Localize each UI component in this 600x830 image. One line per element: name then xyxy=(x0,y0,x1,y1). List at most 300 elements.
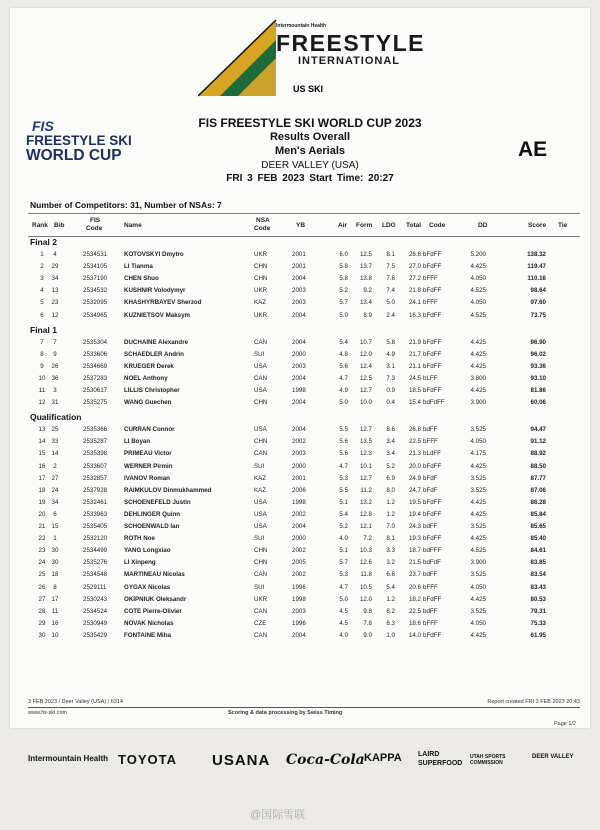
freestyle-international-logo xyxy=(198,18,428,106)
nsa-code: CAN xyxy=(254,450,268,458)
fis-code: 2535405 xyxy=(83,523,108,530)
air-score: 4.7 xyxy=(339,374,348,382)
fis-code: 2534524 xyxy=(83,607,108,615)
table-row xyxy=(28,284,580,296)
air-score: 5.8 xyxy=(339,263,348,271)
form-score: 12.6 xyxy=(359,559,372,567)
degree-of-difficulty: 4.425 xyxy=(470,498,486,506)
fis-code: 2534531 xyxy=(83,251,108,258)
total-score: 19.3 xyxy=(408,535,421,543)
bib: 3 xyxy=(53,387,57,394)
form-score: 13.8 xyxy=(359,275,372,283)
nsa-code: SUI xyxy=(254,462,265,470)
air-score: 4.9 xyxy=(339,387,348,394)
degree-of-difficulty: 3.525 xyxy=(470,426,486,434)
col-bib: Bib xyxy=(54,222,65,229)
bib: 8 xyxy=(53,583,57,591)
col-code: Code xyxy=(429,222,446,229)
final-score: 110.16 xyxy=(527,275,546,283)
jump-code: bFdFF xyxy=(423,535,442,543)
col-score: Score xyxy=(528,222,547,229)
landing-score: 3.1 xyxy=(386,362,395,370)
nsa-code: CAN xyxy=(254,607,268,615)
table-row xyxy=(28,435,580,447)
form-score: 12.1 xyxy=(359,523,372,530)
rank: 18 xyxy=(38,486,46,494)
nsa-code: UKR xyxy=(254,287,268,295)
bib: 13 xyxy=(51,287,59,295)
final-score: 119.47 xyxy=(527,263,546,271)
final-score: 98.64 xyxy=(530,287,546,295)
jump-code: bFFF xyxy=(423,438,438,446)
bib: 12 xyxy=(51,311,59,319)
fis-code: 2537190 xyxy=(83,275,108,283)
birth-year: 2000 xyxy=(292,462,306,470)
final-score: 88.50 xyxy=(530,462,546,470)
jump-code: bFdFF xyxy=(423,251,442,258)
landing-score: 3.3 xyxy=(386,547,395,555)
form-score: 12.5 xyxy=(359,374,372,382)
rank: 15 xyxy=(38,450,46,458)
table-row xyxy=(28,593,580,605)
table-row xyxy=(28,372,580,384)
bib: 34 xyxy=(51,498,59,506)
table-row xyxy=(28,248,580,260)
landing-score: 6.9 xyxy=(386,474,395,482)
degree-of-difficulty: 4.525 xyxy=(470,311,486,319)
final-score: 93.36 xyxy=(530,362,546,370)
rank: 8 xyxy=(40,350,44,358)
jump-code: bdFdF xyxy=(423,559,441,567)
table-row xyxy=(28,617,580,629)
rank: 19 xyxy=(38,498,46,506)
birth-year: 2004 xyxy=(292,338,306,346)
jump-code: bFFF xyxy=(423,619,438,627)
fis-code: 2535398 xyxy=(83,450,108,458)
rank: 13 xyxy=(38,426,46,434)
final-score: 85.65 xyxy=(530,523,546,530)
landing-score: 0.9 xyxy=(386,387,395,394)
col-ldg: LDG xyxy=(382,222,396,229)
form-score: 7.8 xyxy=(363,619,372,627)
degree-of-difficulty: 3.900 xyxy=(470,559,486,567)
table-row xyxy=(28,581,580,593)
bib: 14 xyxy=(51,450,59,458)
final-score: 85.84 xyxy=(530,510,546,518)
total-score: 18.7 xyxy=(408,547,421,555)
degree-of-difficulty: 3.525 xyxy=(470,474,486,482)
birth-year: 2002 xyxy=(292,571,306,579)
final-score: 79.31 xyxy=(530,607,546,615)
landing-score: 8.2 xyxy=(386,607,395,615)
air-score: 4.7 xyxy=(339,462,348,470)
rank: 25 xyxy=(38,571,46,579)
final-score: 93.10 xyxy=(530,374,546,382)
section-title: Final 1 xyxy=(30,324,57,335)
col-air: Air xyxy=(338,222,348,229)
air-score: 5.0 xyxy=(339,399,348,407)
fis-mark: FIS xyxy=(32,118,54,134)
form-score: 10.3 xyxy=(359,547,372,555)
landing-score: 7.6 xyxy=(386,275,395,283)
landing-score: 7.4 xyxy=(386,287,395,295)
bib: 30 xyxy=(51,547,59,555)
birth-year: 1996 xyxy=(292,583,306,591)
fis-code: 2530949 xyxy=(83,619,108,627)
form-score: 12.7 xyxy=(359,474,372,482)
bib: 17 xyxy=(51,595,59,603)
rank: 5 xyxy=(40,299,44,307)
logo-subbrand: INTERNATIONAL xyxy=(298,55,401,67)
total-score: 20.6 xyxy=(408,583,421,591)
landing-score: 7.0 xyxy=(386,523,395,530)
jump-code: bFdFF xyxy=(423,462,442,470)
athlete-name: NOVAK Nicholas xyxy=(124,619,174,627)
air-score: 4.5 xyxy=(339,607,348,615)
landing-score: 7.3 xyxy=(386,374,395,382)
birth-year: 2004 xyxy=(292,426,306,434)
birth-year: 2006 xyxy=(292,486,306,494)
section-title: Final 2 xyxy=(30,237,57,247)
rank: 23 xyxy=(38,547,46,555)
fis-code: 2535275 xyxy=(83,399,108,407)
athlete-name: FONTAINE Miha xyxy=(124,631,171,639)
jump-code: bdFF xyxy=(423,607,438,615)
air-score: 4.8 xyxy=(339,350,348,358)
rank: 6 xyxy=(40,311,44,319)
total-score: 24.3 xyxy=(408,523,421,530)
bib: 23 xyxy=(51,299,59,307)
fis-code: 2534669 xyxy=(83,362,108,370)
sponsor-intermountain: Intermountain Health xyxy=(28,754,109,763)
air-score: 5.0 xyxy=(339,311,348,319)
bib: 25 xyxy=(51,426,59,434)
venue: DEER VALLEY (USA) xyxy=(261,160,359,171)
air-score: 5.1 xyxy=(339,498,348,506)
rank: 7 xyxy=(40,338,44,346)
table-row xyxy=(28,629,580,641)
table-row xyxy=(28,423,580,435)
form-score: 10.7 xyxy=(359,338,372,346)
mountain-triangle-icon xyxy=(198,18,278,98)
athlete-name: ROTH Noe xyxy=(124,535,155,543)
logo-sponsor: Intermountain Health xyxy=(276,23,327,29)
form-score: 12.0 xyxy=(359,595,372,603)
degree-of-difficulty: 3.525 xyxy=(470,607,486,615)
landing-score: 8.1 xyxy=(386,251,395,258)
landing-score: 4.9 xyxy=(386,350,395,358)
total-score: 14.0 xyxy=(408,631,421,639)
table-row xyxy=(28,396,580,408)
total-score: 23.7 xyxy=(408,571,421,579)
bib: 4 xyxy=(53,251,57,258)
jump-code: bdFF xyxy=(423,571,438,579)
air-score: 5.7 xyxy=(339,299,348,307)
rank: 16 xyxy=(38,462,46,470)
landing-score: 3.2 xyxy=(386,559,395,567)
col-tie: Tie xyxy=(558,222,568,229)
bib: 1 xyxy=(53,535,57,543)
final-score: 75.33 xyxy=(530,619,546,627)
total-score: 22.5 xyxy=(408,607,421,615)
bib: 6 xyxy=(53,510,57,518)
nsa-code: USA xyxy=(254,523,267,530)
air-score: 5.6 xyxy=(339,438,348,446)
fis-code: 2534532 xyxy=(83,287,108,295)
rank: 12 xyxy=(38,399,46,407)
col-rank: Rank xyxy=(32,222,48,229)
air-score: 5.3 xyxy=(339,571,348,579)
rank: 2 xyxy=(40,263,44,271)
form-score: 12.5 xyxy=(359,251,372,258)
degree-of-difficulty: 4.050 xyxy=(470,299,486,307)
bib: 18 xyxy=(51,571,59,579)
table-row xyxy=(28,532,580,544)
athlete-name: KHASHYRBAYEV Sherzod xyxy=(124,299,202,307)
final-score: 73.75 xyxy=(530,311,546,319)
air-score: 5.5 xyxy=(339,426,348,434)
rank: 22 xyxy=(38,535,46,543)
page-title: FIS FREESTYLE SKI WORLD CUP 2023 xyxy=(198,116,422,130)
birth-year: 2004 xyxy=(292,275,306,283)
jump-code: bFFF xyxy=(423,299,438,307)
nsa-code: CAN xyxy=(254,631,268,639)
total-score: 21.9 xyxy=(408,338,421,346)
athlete-name: GYGAX Nicolas xyxy=(124,583,171,591)
air-score: 5.2 xyxy=(339,523,348,530)
total-score: 21.8 xyxy=(408,287,421,295)
degree-of-difficulty: 4.050 xyxy=(470,438,486,446)
results-subtitle: Results Overall xyxy=(269,131,351,143)
form-score: 10.5 xyxy=(359,583,372,591)
athlete-name: LI Xinpeng xyxy=(124,559,156,567)
rank: 24 xyxy=(38,559,46,567)
discipline-code: AE xyxy=(518,138,548,161)
degree-of-difficulty: 4.050 xyxy=(470,275,486,283)
degree-of-difficulty: 4.425 xyxy=(470,595,486,603)
total-score: 27.0 xyxy=(408,263,421,271)
athlete-name: LI Boyan xyxy=(124,438,151,446)
form-score: 12.4 xyxy=(359,362,372,370)
table-row xyxy=(28,348,580,360)
total-score: 24.1 xyxy=(408,299,421,307)
landing-score: 3.4 xyxy=(386,450,395,458)
us-ski-mark: US SKI xyxy=(293,84,324,94)
jump-code: bFdFF xyxy=(423,350,442,358)
total-score: 21.5 xyxy=(408,559,421,567)
degree-of-difficulty: 4.425 xyxy=(470,462,486,470)
birth-year: 2004 xyxy=(292,631,306,639)
athlete-name: YANG Longxiao xyxy=(124,547,171,555)
jump-code: bLFF xyxy=(423,374,438,382)
athlete-name: SCHOENEFELD Justin xyxy=(124,498,191,506)
rank: 9 xyxy=(40,362,44,370)
fis-code: 2537928 xyxy=(83,486,108,494)
nsa-code: CAN xyxy=(254,338,268,346)
nsa-code: CHN xyxy=(254,559,268,567)
degree-of-difficulty: 4.425 xyxy=(470,362,486,370)
form-score: 11.2 xyxy=(360,486,372,494)
landing-score: 1.2 xyxy=(386,498,395,506)
air-score: 4.0 xyxy=(339,631,348,639)
total-score: 20.0 xyxy=(408,462,421,470)
total-score: 15.4 xyxy=(408,399,421,407)
website-link[interactable]: www.fis-ski.com xyxy=(28,710,68,716)
bib: 30 xyxy=(51,559,59,567)
form-score: 11.8 xyxy=(360,571,372,579)
birth-year: 2002 xyxy=(292,438,306,446)
final-score: 86.28 xyxy=(530,498,546,506)
degree-of-difficulty: 4.425 xyxy=(470,350,486,358)
col-nsa-code: Code xyxy=(254,225,271,232)
footer-report-created: Report created FRI 3 FEB 2023 20:43 xyxy=(487,699,580,705)
table-row xyxy=(28,460,580,472)
birth-year: 2003 xyxy=(292,450,306,458)
air-score: 5.6 xyxy=(339,450,348,458)
rank: 10 xyxy=(38,374,46,382)
table-row xyxy=(28,472,580,484)
table-row xyxy=(28,309,580,321)
athlete-name: PRIMEAU Victor xyxy=(124,450,172,458)
table-row xyxy=(28,556,580,568)
form-score: 12.7 xyxy=(359,387,372,394)
rank: 21 xyxy=(38,523,46,530)
final-score: 96.02 xyxy=(530,350,546,358)
final-score: 87.77 xyxy=(530,474,546,482)
logo-brand: FREESTYLE xyxy=(276,30,425,56)
degree-of-difficulty: 4.525 xyxy=(470,287,486,295)
air-score: 4.0 xyxy=(339,535,348,543)
nsa-code: CAN xyxy=(254,571,268,579)
jump-code: bFdFF xyxy=(423,510,442,518)
landing-score: 5.0 xyxy=(386,299,395,307)
birth-year: 2001 xyxy=(292,263,306,271)
final-score: 81.86 xyxy=(530,387,546,394)
total-score: 21.3 xyxy=(408,450,421,458)
results-sheet xyxy=(10,8,590,728)
jump-code: bFdF xyxy=(423,486,438,494)
fis-code: 2530617 xyxy=(83,387,108,394)
birth-year: 2002 xyxy=(292,510,306,518)
landing-score: 5.2 xyxy=(386,462,395,470)
degree-of-difficulty: 4.050 xyxy=(470,583,486,591)
degree-of-difficulty: 3.900 xyxy=(470,399,486,407)
table-row xyxy=(28,384,580,396)
form-score: 8.9 xyxy=(363,311,372,319)
final-score: 83.85 xyxy=(530,559,546,567)
sponsor-bar xyxy=(0,740,600,785)
form-score: 13.4 xyxy=(359,299,372,307)
col-yb: YB xyxy=(296,222,306,229)
form-score: 12.3 xyxy=(359,450,372,458)
landing-score: 6.6 xyxy=(386,571,395,579)
jump-code: bFdFF xyxy=(423,595,442,603)
fis-code: 2532095 xyxy=(83,299,108,307)
bib: 15 xyxy=(51,523,59,530)
table-row xyxy=(28,508,580,520)
nsa-code: CHN xyxy=(254,438,268,446)
nsa-code: CZE xyxy=(254,619,267,627)
air-score: 5.1 xyxy=(339,547,348,555)
rank: 11 xyxy=(38,387,46,394)
total-score: 18.6 xyxy=(408,619,421,627)
jump-code: bFdFF xyxy=(423,338,442,346)
footer-meta xyxy=(28,699,580,705)
jump-code: bFdFF xyxy=(423,387,442,394)
rank: 4 xyxy=(40,287,44,295)
rank: 3 xyxy=(40,275,44,283)
jump-code: bFdFF xyxy=(423,263,442,271)
form-score: 9.2 xyxy=(363,287,372,295)
degree-of-difficulty: 3.525 xyxy=(470,486,486,494)
final-score: 87.06 xyxy=(530,486,546,494)
air-score: 5.4 xyxy=(339,338,348,346)
sponsor-laird: LAIRD SUPERFOOD xyxy=(418,751,463,767)
fis-code: 2535276 xyxy=(83,559,108,567)
air-score: 4.7 xyxy=(339,583,348,591)
world-cup-logo xyxy=(26,118,132,164)
form-score: 9.8 xyxy=(363,607,372,615)
jump-code: bFdFF xyxy=(423,631,442,639)
degree-of-difficulty: 4.425 xyxy=(470,631,486,639)
col-nsa: NSA xyxy=(256,217,270,224)
table-row xyxy=(28,520,580,532)
athlete-name: SCHOENWALD Ian xyxy=(124,523,180,530)
degree-of-difficulty: 3.800 xyxy=(470,374,486,382)
degree-of-difficulty: 4.425 xyxy=(470,510,486,518)
jump-code: bLdFF xyxy=(423,450,441,458)
competitor-count: Number of Competitors: 31, Number of NSAs: 7 xyxy=(30,200,222,210)
table-row xyxy=(28,605,580,617)
athlete-name: RAIMKULOV Dinmukhammed xyxy=(124,486,212,494)
bib: 24 xyxy=(51,486,59,494)
birth-year: 1998 xyxy=(292,498,306,506)
table-row xyxy=(28,496,580,508)
fis-code: 2535287 xyxy=(83,438,108,446)
bib: 26 xyxy=(51,362,59,370)
air-score: 5.6 xyxy=(339,362,348,370)
table-row xyxy=(28,484,580,496)
total-score: 26.6 xyxy=(408,251,421,258)
birth-year: 2004 xyxy=(292,311,306,319)
sponsor-utah-sports: UTAH SPORTS COMMISSION xyxy=(470,754,506,766)
col-dd: DD xyxy=(478,222,488,229)
degree-of-difficulty: 5.200 xyxy=(470,251,486,258)
fis-code: 2537283 xyxy=(83,374,108,382)
nsa-code: CHN xyxy=(254,275,268,283)
birth-year: 2001 xyxy=(292,251,306,258)
jump-code: bFdFF xyxy=(423,287,442,295)
final-score: 80.53 xyxy=(530,595,546,603)
fis-code: 2532120 xyxy=(83,535,108,543)
birth-year: 2004 xyxy=(292,523,306,530)
weibo-watermark: @国际雪联 xyxy=(250,809,306,821)
nsa-code: CHN xyxy=(254,547,268,555)
total-score: 22.5 xyxy=(408,438,421,446)
col-total: Total xyxy=(406,222,422,229)
nsa-code: UKR xyxy=(254,595,268,603)
section-title: Qualification xyxy=(30,412,82,423)
air-score: 5.5 xyxy=(339,486,348,494)
fis-code: 2532857 xyxy=(83,474,108,482)
birth-year: 2003 xyxy=(292,287,306,295)
birth-year: 2004 xyxy=(292,399,306,407)
air-score: 5.8 xyxy=(339,275,348,283)
landing-score: 1.2 xyxy=(386,595,395,603)
landing-score: 8.0 xyxy=(386,486,395,494)
birth-year: 2003 xyxy=(292,299,306,307)
rank: 20 xyxy=(38,510,46,518)
